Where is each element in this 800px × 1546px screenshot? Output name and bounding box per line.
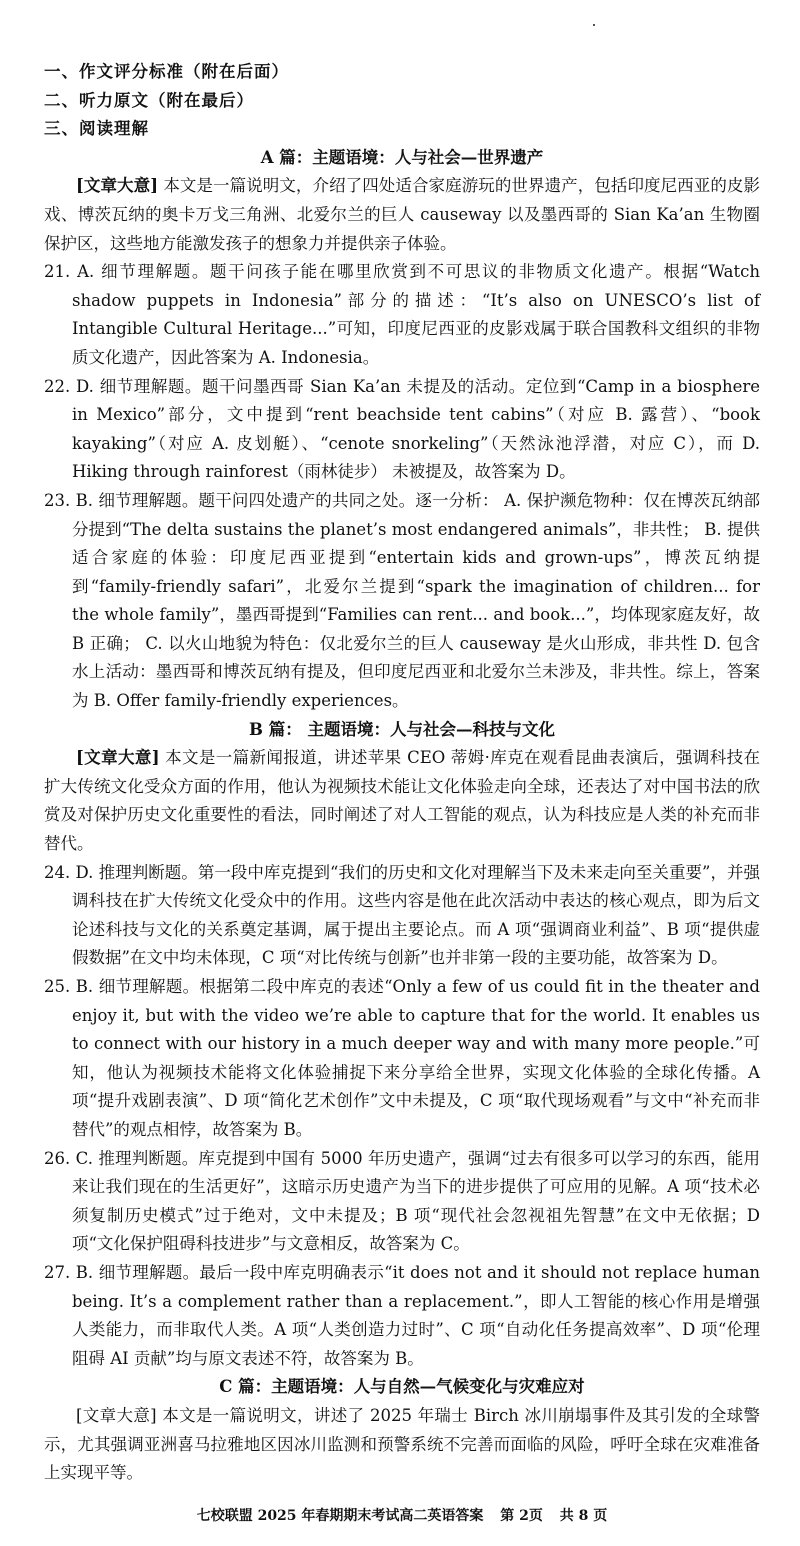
section-title: C 篇：主题语境：人与自然—气候变化与灾难应对 (219, 1377, 585, 1397)
section-b (44, 716, 760, 1374)
footer-page: 第 2页 (500, 1507, 543, 1524)
section-title: A 篇：主题语境：人与社会—世界遗产 (260, 147, 544, 167)
item-number: 24. D. (44, 862, 94, 882)
answer-item (44, 258, 760, 372)
item-text: 细节理解题。最后一段中库克明确表示“it does not and it should not replace human being. It’s a complement rather than a replacement.”，即人工智能的核心作用是增强人类能力，而非取代人类。A 项“人类创造力过时”、C 项“自动化任务提高效率”、D 项“伦理阻碍 AI 贡献”均与原文表述不符，故答案为 B。 (72, 1262, 760, 1368)
item-number: 21. A. (44, 262, 95, 282)
summary-label: [文章大意] (76, 1405, 157, 1425)
section-summary (44, 172, 760, 258)
section-a (44, 144, 760, 716)
page-footer (44, 1506, 760, 1526)
footer-total: 共 8 页 (559, 1507, 608, 1524)
section-summary (44, 1402, 760, 1488)
item-text: 推理判断题。第一段中库克提到“我们的历史和文化对理解当下及未来走向至关重要”，并强调科技在扩大传统文化受众中的作用。这些内容是他在此次活动中表达的核心观点，即为后文论述科技与文化的关系奠定基调，属于提出主要论点。而 A 项“强调商业利益”、B 项“提供虚假数据”在文中均未体现，C 项“对比传统与创新”也并非第一段的主要功能，故答案为 D。 (72, 862, 760, 968)
item-text: 推理判断题。库克提到中国有 5000 年历史遗产，强调“过去有很多可以学习的东西，能用来让我们现在的生活更好”，这暗示历史遗产为当下的进步提供了可应用的见解。A 项“技术必须复制历史模式”过于绝对，文中未提及；B 项“现代社会忽视祖先智慧”在文中无依据；D 项“文化保护阻碍科技进步”与文意相反，故答案为 C。 (72, 1148, 760, 1254)
section-summary (44, 744, 760, 858)
answer-document (44, 58, 760, 1488)
item-text: 细节理解题。题干问墨西哥 Sian Ka’an 未提及的活动。定位到“Camp in a biosphere in Mexico”部分，文中提到“rent beachside tent cabins”（对应 B. 露营）、“book kayaking”（对应 A. 皮划艇）、“cenote snorkeling”（天然泳池浮潜，对应 C），而 D. Hiking through rainforest（雨林徒步） 未被提及，故答案为 D。 (72, 376, 760, 482)
summary-label: [文章大意] (76, 748, 160, 768)
summary-text: 本文是一篇说明文，讲述了 2025 年瑞士 Birch 冰川崩塌事件及其引发的全球警示，尤其强调亚洲喜马拉雅地区因冰川监测和预警系统不完善而面临的风险，呼吁全球在灾难准备上实现平等。 (44, 1405, 761, 1483)
summary-text: 本文是一篇说明文，介绍了四处适合家庭游玩的世界遗产，包括印度尼西亚的皮影戏、博茨瓦纳的奥卡万戈三角洲、北爱尔兰的巨人 causeway 以及墨西哥的 Sian Ka’an 生物圈保护区，这些地方能激发孩子的想象力并提供亲子体验。 (44, 176, 760, 253)
summary-text: 本文是一篇新闻报道，讲述苹果 CEO 蒂姆·库克在观看昆曲表演后，强调科技在扩大传统文化受众方面的作用，他认为视频技术能让文化体验走向全球，还表达了对中国书法的欣赏及对保护历史文化重要性的看法，同时阐述了对人工智能的观点，认为科技应是人类的补充而非替代。 (44, 748, 760, 854)
heading-listening-script: 二、听力原文（附在最后） (44, 90, 254, 110)
item-number: 23. B. (44, 490, 94, 510)
item-number: 27. B. (44, 1262, 94, 1282)
footer-title: 七校联盟 2025 年春期期末考试高二英语答案 (196, 1507, 484, 1524)
answer-item (44, 859, 760, 973)
item-number: 22. D. (44, 376, 94, 396)
summary-label: [文章大意] (76, 176, 158, 196)
heading-essay-criteria: 一、作文评分标准（附在后面） (44, 62, 289, 81)
answer-item (44, 1259, 760, 1373)
scan-dot (593, 24, 595, 26)
item-text: 细节理解题。题干问孩子能在哪里欣赏到不可思议的非物质文化遗产。根据“Watch shadow puppets in Indonesia”部分的描述：“It’s also on UNESCO’s list of Intangible Cultural Heritage...”可知，印度尼西亚的皮影戏属于联合国教科文组织的非物质文化遗产，因此答案为 A. Indonesia。 (72, 262, 760, 367)
heading-reading: 三、阅读理解 (44, 119, 149, 139)
item-number: 25. B. (44, 977, 94, 996)
item-number: 26. C. (44, 1148, 93, 1168)
answer-item (44, 973, 760, 1145)
answer-item (44, 373, 760, 487)
section-title: B 篇： 主题语境：人与社会—科技与文化 (249, 719, 555, 739)
item-text: 细节理解题。根据第二段中库克的表述“Only a few of us could fit in the theater and enjoy it, but with the video we’re able to capture that for the world. It enables us to connect with our history in a much deeper way and with many more people.”可知，他认为视频技术能将文化体验捕捉下来分享给全世界，实现文化体验的全球化传播。A 项“提升戏剧表演”、D 项“简化艺术创作”文中未提及，C 项“取代现场观看”与文中“补充而非替代”的观点相悖，故答案为 B。 (72, 977, 760, 1139)
section-c (44, 1373, 760, 1487)
answer-item (44, 487, 760, 716)
item-text: 细节理解题。题干问四处遗产的共同之处。逐一分析： A. 保护濒危物种：仅在博茨瓦纳部分提到“The delta sustains the planet’s most endangered animals”，非共性； B. 提供适合家庭的体验：印度尼西亚提到“entertain kids and grown-ups”，博茨瓦纳提到“family-friendly safari”，北爱尔兰提到“spark the imagination of children... for the whole family”，墨西哥提到“Families can rent... and book...”，均体现家庭友好，故 B 正确； C. 以火山地貌为特色：仅北爱尔兰的巨人 causeway 是火山形成，非共性 D. 包含水上活动：墨西哥和博茨瓦纳有提及，但印度尼西亚和北爱尔兰未涉及，非共性。综上，答案为 B. Offer family-friendly experiences。 (72, 490, 761, 711)
answer-item (44, 1145, 760, 1259)
